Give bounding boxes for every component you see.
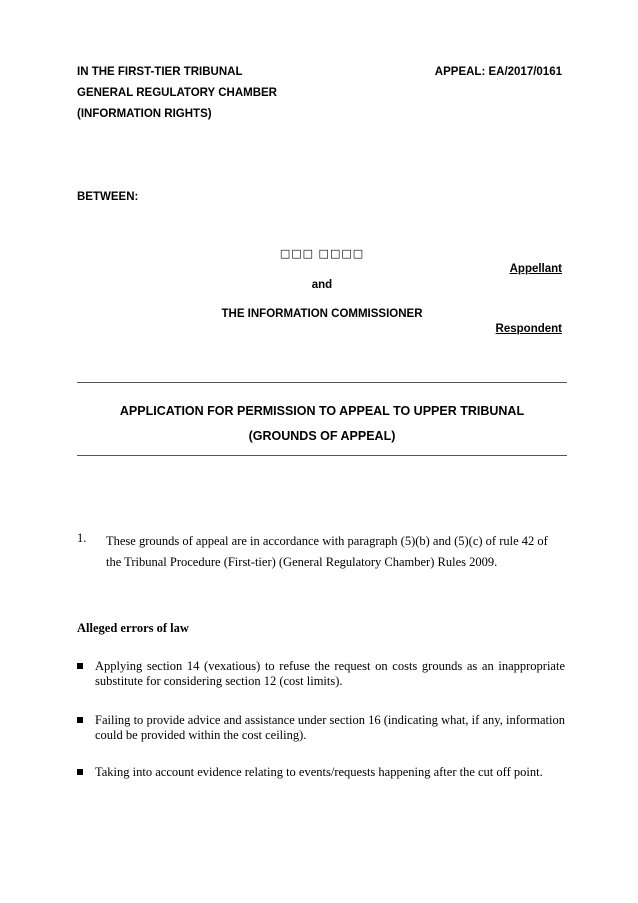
list-item-text: Taking into account evidence relating to events/requests happening after the cut off point. [95,765,543,779]
bullet-square-icon [77,663,83,669]
list-item-text: Applying section 14 (vexatious) to refuse the request on costs grounds as an inappropriate substitute for considering section 12 (cost limits). [95,659,565,688]
paragraph-1-line1: These grounds of appeal are in accordance with paragraph (5)(b) and (5)(c) of rule 42 of [106,534,548,548]
title-top-rule [77,382,567,383]
court-name-line3: (INFORMATION RIGHTS) [77,108,212,120]
list-item-text: Failing to provide advice and assistance under section 16 (indicating what, if any, information could be provided within the cost ceiling). [95,713,565,742]
paragraph-1-line2: the Tribunal Procedure (First-tier) (General Regulatory Chamber) Rules 2009. [106,555,498,569]
respondent-name: THE INFORMATION COMMISSIONER [221,308,423,320]
paragraph-number: 1. [77,531,87,545]
bullet-square-icon [77,717,83,723]
list-item [77,765,565,781]
court-name-line1: IN THE FIRST-TIER TRIBUNAL [77,66,243,78]
bullet-square-icon [77,769,83,775]
document-title-line1: APPLICATION FOR PERMISSION TO APPEAL TO UPPER TRIBUNAL [119,404,525,418]
appellant-name: □□□ □□□□ [279,247,365,260]
title-bottom-rule [77,455,567,456]
court-name-line2: GENERAL REGULATORY CHAMBER [77,87,277,99]
document-title-line2: (GROUNDS OF APPEAL) [248,429,396,443]
paragraph-1 [77,531,565,575]
appellant-name-redacted [77,247,567,260]
appeal-reference: APPEAL: EA/2017/0161 [434,66,562,78]
respondent-label: Respondent [495,323,562,335]
list-item [77,659,565,691]
and-label: and [311,279,333,291]
between-label: BETWEEN: [77,191,139,203]
section-heading: Alleged errors of law [77,621,189,635]
appellant-label: Appellant [509,263,562,275]
list-item [77,713,565,745]
